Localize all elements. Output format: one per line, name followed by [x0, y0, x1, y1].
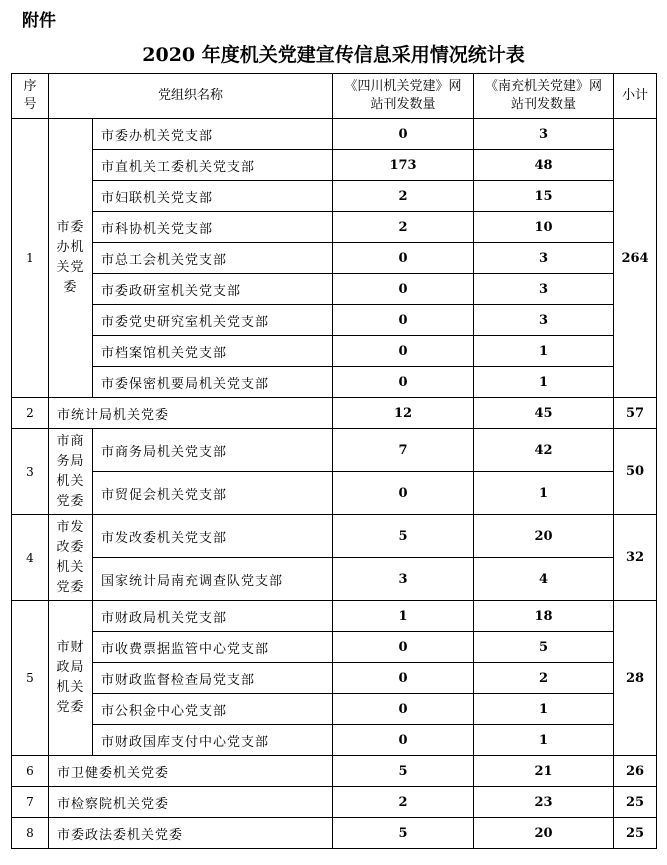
- row-seq: 1: [12, 119, 49, 398]
- sichuan-count: 2: [333, 212, 474, 243]
- branch-name: 市财政国库支付中心党支部: [93, 725, 333, 756]
- nanchong-count: 21: [474, 756, 614, 787]
- header-nanchong-count: 《南充机关党建》网站刊发数量: [474, 74, 614, 119]
- nanchong-count: 2: [474, 663, 614, 694]
- row-subtotal: 28: [614, 601, 657, 756]
- group-name: 市委办机关党委: [49, 119, 93, 398]
- sichuan-count: 0: [333, 336, 474, 367]
- table-row: [12, 429, 657, 472]
- group-name: 市财政局机关党委: [49, 601, 93, 756]
- group-name: 市发改委机关党委: [49, 515, 93, 601]
- nanchong-count: 10: [474, 212, 614, 243]
- branch-name: 市委办机关党支部: [93, 119, 333, 150]
- table-row: [12, 181, 657, 212]
- branch-name: 市财政局机关党支部: [93, 601, 333, 632]
- nanchong-count: 5: [474, 632, 614, 663]
- nanchong-count: 3: [474, 119, 614, 150]
- nanchong-count: 1: [474, 367, 614, 398]
- sichuan-count: 0: [333, 632, 474, 663]
- nanchong-count: 48: [474, 150, 614, 181]
- row-seq: 3: [12, 429, 49, 515]
- header-subtotal: 小计: [614, 74, 657, 119]
- table-row: [12, 725, 657, 756]
- table-row: [12, 472, 657, 515]
- nanchong-count: 1: [474, 725, 614, 756]
- group-name: 市商务局机关党委: [49, 429, 93, 515]
- sichuan-count: 0: [333, 243, 474, 274]
- nanchong-count: 4: [474, 558, 614, 601]
- row-seq: 5: [12, 601, 49, 756]
- sichuan-count: 5: [333, 756, 474, 787]
- sichuan-count: 3: [333, 558, 474, 601]
- sichuan-count: 0: [333, 694, 474, 725]
- sichuan-count: 2: [333, 181, 474, 212]
- table-row: [12, 243, 657, 274]
- row-subtotal: 32: [614, 515, 657, 601]
- sichuan-count: 0: [333, 119, 474, 150]
- nanchong-count: 20: [474, 515, 614, 558]
- row-subtotal: 25: [614, 787, 657, 818]
- nanchong-count: 3: [474, 274, 614, 305]
- branch-name: 市委政研室机关党支部: [93, 274, 333, 305]
- branch-name: 市公积金中心党支部: [93, 694, 333, 725]
- row-seq: 2: [12, 398, 49, 429]
- table-row: [12, 212, 657, 243]
- header-sichuan-count: 《四川机关党建》网站刊发数量: [333, 74, 474, 119]
- nanchong-count: 1: [474, 694, 614, 725]
- attachment-label: 附件: [22, 11, 56, 31]
- group-name: 市卫健委机关党委: [49, 756, 333, 787]
- sichuan-count: 0: [333, 367, 474, 398]
- table-row: [12, 787, 657, 818]
- table-row: [12, 305, 657, 336]
- table-row: [12, 632, 657, 663]
- branch-name: 国家统计局南充调查队党支部: [93, 558, 333, 601]
- nanchong-count: 15: [474, 181, 614, 212]
- sichuan-count: 1: [333, 601, 474, 632]
- nanchong-count: 42: [474, 429, 614, 472]
- nanchong-count: 1: [474, 472, 614, 515]
- document-title: 2020 年度机关党建宣传信息采用情况统计表: [142, 44, 525, 66]
- row-subtotal: 57: [614, 398, 657, 429]
- sichuan-count: 12: [333, 398, 474, 429]
- row-seq: 6: [12, 756, 49, 787]
- branch-name: 市委党史研究室机关党支部: [93, 305, 333, 336]
- sichuan-count: 0: [333, 274, 474, 305]
- statistics-table: [11, 73, 657, 849]
- branch-name: 市收费票据监管中心党支部: [93, 632, 333, 663]
- sichuan-count: 7: [333, 429, 474, 472]
- table-row: [12, 274, 657, 305]
- table-row: [12, 336, 657, 367]
- branch-name: 市财政监督检查局党支部: [93, 663, 333, 694]
- sichuan-count: 0: [333, 472, 474, 515]
- sichuan-count: 0: [333, 725, 474, 756]
- header-seq: 序号: [12, 74, 49, 119]
- table-row: [12, 150, 657, 181]
- nanchong-count: 3: [474, 243, 614, 274]
- row-subtotal: 25: [614, 818, 657, 849]
- nanchong-count: 3: [474, 305, 614, 336]
- nanchong-count: 23: [474, 787, 614, 818]
- nanchong-count: 45: [474, 398, 614, 429]
- branch-name: 市档案馆机关党支部: [93, 336, 333, 367]
- table-row: [12, 119, 657, 150]
- row-subtotal: 50: [614, 429, 657, 515]
- branch-name: 市直机关工委机关党支部: [93, 150, 333, 181]
- sichuan-count: 5: [333, 515, 474, 558]
- table-row: [12, 601, 657, 632]
- sichuan-count: 173: [333, 150, 474, 181]
- sichuan-count: 0: [333, 305, 474, 336]
- table-row: [12, 818, 657, 849]
- nanchong-count: 1: [474, 336, 614, 367]
- row-subtotal: 264: [614, 119, 657, 398]
- branch-name: 市贸促会机关党支部: [93, 472, 333, 515]
- nanchong-count: 20: [474, 818, 614, 849]
- table-row: [12, 663, 657, 694]
- branch-name: 市总工会机关党支部: [93, 243, 333, 274]
- group-name: 市统计局机关党委: [49, 398, 333, 429]
- branch-name: 市妇联机关党支部: [93, 181, 333, 212]
- branch-name: 市科协机关党支部: [93, 212, 333, 243]
- table-row: [12, 558, 657, 601]
- table-body: [12, 119, 657, 849]
- table-header-row: [12, 74, 657, 119]
- branch-name: 市发改委机关党支部: [93, 515, 333, 558]
- sichuan-count: 0: [333, 663, 474, 694]
- branch-name: 市委保密机要局机关党支部: [93, 367, 333, 398]
- sichuan-count: 2: [333, 787, 474, 818]
- table-row: [12, 367, 657, 398]
- nanchong-count: 18: [474, 601, 614, 632]
- table-row: [12, 756, 657, 787]
- row-subtotal: 26: [614, 756, 657, 787]
- table-row: [12, 515, 657, 558]
- row-seq: 7: [12, 787, 49, 818]
- group-name: 市委政法委机关党委: [49, 818, 333, 849]
- row-seq: 4: [12, 515, 49, 601]
- group-name: 市检察院机关党委: [49, 787, 333, 818]
- row-seq: 8: [12, 818, 49, 849]
- table-row: [12, 398, 657, 429]
- sichuan-count: 5: [333, 818, 474, 849]
- branch-name: 市商务局机关党支部: [93, 429, 333, 472]
- header-org-name: 党组织名称: [49, 74, 333, 119]
- table-row: [12, 694, 657, 725]
